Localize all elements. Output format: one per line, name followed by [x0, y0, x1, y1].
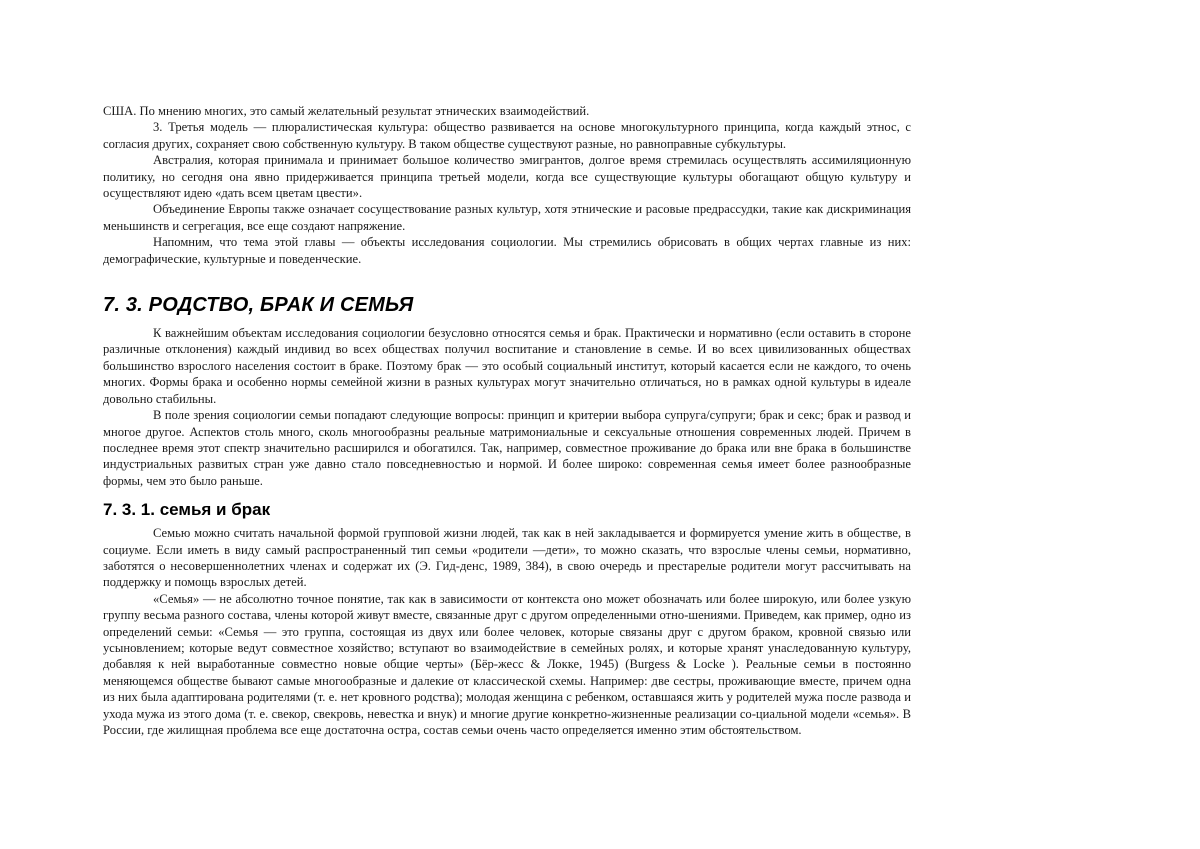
chapter-heading: 7. 3. РОДСТВО, БРАК И СЕМЬЯ: [103, 294, 414, 317]
section-paragraph-2: «Семья» — не абсолютно точное понятие, так как в зависимости от контекста оно может обозначать или более широкую, или более узкую группу весьма разного состава, члены которой живут вместе, связанные друг с другом определенными отно-шениями. Приведем, как пример, одно из определений семьи: «Семья — это группа, состоящая из двух или более человек, которые связаны друг с другом браком, кровной связью или усыновлением; которые ведут совместное хозяйство; вступают во взаимодействие в семейных ролях, и которые хранят унаследованную культуру, добавляя к ней выработанные совместно новые общие черты» (Бёр-жесс & Локке, 1945) (Burgess & Locke ). Реальные семьи в постоянно меняющемся обществе бывают самые многообразные и далекие от классической схемы. Например: две сестры, проживающие вместе, причем одна из них была адаптирована родителями (т. е. нет кровного родства); молодая женщина с ребенком, оставшаяся жить у родителей мужа после развода и ухода мужа из этого дома (т. е. свекор, свекровь, невестка и внук) и многие другие конкретно-жизненные реализации со-циальной модели «семья». В России, где жилищная проблема все еще достаточна остра, состав семьи очень часто определяется именно этим обстоятельством.: [103, 591, 911, 737]
intro-paragraph-4: Объединение Европы также означает сосуществование разных культур, хотя этнические и расовые предрассудки, такие как дискриминация меньшинств и сегрегация, все еще создают напряжение.: [103, 202, 911, 233]
chapter-paragraph-2: В поле зрения социологии семьи попадают следующие вопросы: принцип и критерии выбора супруга/супруги; брак и секс; брак и развод и многое другое. Аспектов столь много, сколь многообразны реальные матримониальные и сексуальные отношения современных людей. Причем в последнее время этот спектр значительно расширился и обогатился. Так, например, совместное проживание до брака или вне брака в большинстве индустриальных развитых стран уже давно стало повседневностью и нормой. И более широко: современная семья имеет более разнообразные формы, чем это было раньше.: [103, 408, 911, 488]
intro-paragraph-3: Австралия, которая принимала и принимает большое количество эмигрантов, долгое время стремилась осуществлять ассимиляционную политику, но сегодня она явно придерживается принципа третьей модели, когда все существующие культуры обогащают общую культуру и осуществляют идею «дать всем цветам цвести».: [103, 153, 911, 201]
section-paragraph-1: Семью можно считать начальной формой групповой жизни людей, так как в ней закладывается и формируется умение жить в обществе, в социуме. Если иметь в виду самый распространенный тип семьи «родители —дети», то можно сказать, что взрослые члены семьи, нормативно, заботятся о несовершеннолетних членах и содержат их (Э. Гид-денс, 1989, 384), в свою очередь и престарелые родители могут рассчитывать на поддержку и помощь взрослых детей.: [103, 526, 911, 590]
chapter-paragraph-1: К важнейшим объектам исследования социологии безусловно относятся семья и брак. Практически и нормативно (если оставить в стороне различные отклонения) каждый индивид во всех обществах получил воспитание и становление в семье. И во всех цивилизованных обществах большинство взрослого населения состоит в браке. Поэтому брак — это особый социальный институт, который касается если не каждого, то очень многих. Формы брака и особенно нормы семейной жизни в разных культурах могут значительно отличаться, но в рамках одной культуры в идеале довольно стабильны.: [103, 326, 911, 406]
document-page: [103, 103, 911, 738]
intro-paragraph-1: США. По мнению многих, это самый желательный результат этнических взаимодействий.: [103, 104, 590, 118]
intro-paragraph-5: Напомним, что тема этой главы — объекты исследования социологии. Мы стремились обрисовать в общих чертах главные из них: демографические, культурные и поведенческие.: [103, 235, 911, 266]
intro-paragraph-2: 3. Третья модель — плюралистическая культура: общество развивается на основе многокультурного принципа, когда каждый этнос, с согласия других, сохраняет свою собственную культуру. В таком обществе существуют разные, но равноправные субкультуры.: [103, 120, 911, 151]
section-heading: 7. 3. 1. семья и брак: [103, 500, 271, 520]
